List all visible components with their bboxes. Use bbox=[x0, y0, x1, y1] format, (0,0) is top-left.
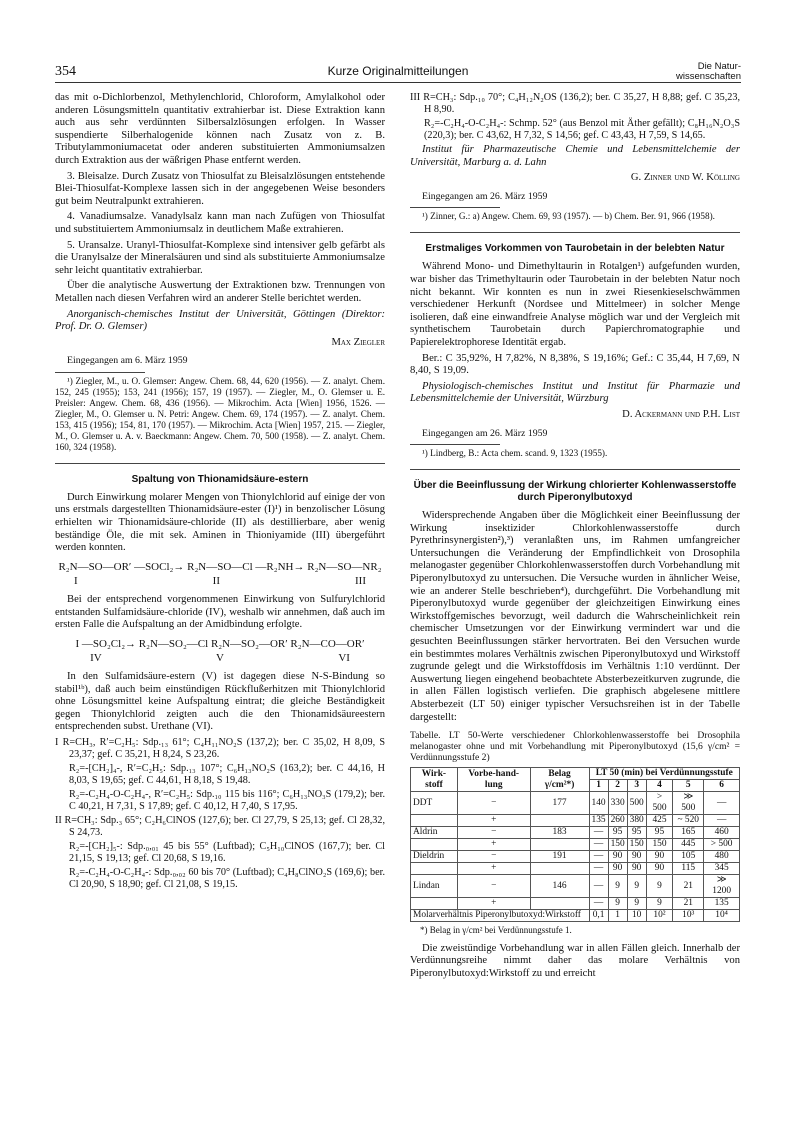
formula: R₂N—SO—OR′ ―SOCl₂→ R₂N—SO—Cl ―R₂NH→ R₂N—SO—NR₂ bbox=[58, 560, 382, 573]
table-cell: > 500 bbox=[704, 839, 740, 851]
table-cell bbox=[411, 839, 458, 851]
paragraph: Während Mono- und Dimethyltaurin in Rotalgen¹) aufgefunden wurden, war bisher das Trimethyltaurin oder Taurobetain in der belebten Natur noch nicht bekannt. Wir konnten es nun in zwei Riesenkieselschwämmen verschiedener Herkunft (Nordsee und Mittelmeer) in solcher Menge isolieren, daß eine einwandfreie Analyse möglich war und der Vergleich mit synthetischem Taurobetain durch Papierchromatographie und Papierelektrophorese Identität ergab. bbox=[410, 261, 740, 348]
table-cell: 90 bbox=[608, 863, 627, 875]
paragraph: Bei der entsprechend vorgenommenen Einwirkung von Sulfurylchlorid entstanden Sulfamidsäure-chloride (IV), weshalb wir annehmen, daß auch im ersten Falle die Aufspaltung an der Amidbindung erfolgte. bbox=[55, 594, 385, 631]
table-row bbox=[411, 792, 740, 815]
table-cell bbox=[411, 815, 458, 827]
formula: I ―SO₂Cl₂→ R₂N—SO₂—Cl R₂N—SO₂—OR′ R₂N—CO—OR′ bbox=[75, 637, 365, 650]
table-cell: 9 bbox=[646, 898, 673, 910]
article-separator bbox=[410, 469, 740, 470]
table-cell: Molarverhältnis Piperonylbutoxyd:Wirkstoff bbox=[411, 910, 590, 922]
paragraph: das mit o-Dichlorbenzol, Methylenchlorid, Chloroform, Amylalkohol oder anderen Lösungsmitteln quantitativ extrahierbar ist. Diese Extraktion kann auch aus sehr verdünnten Silbersalzlösungen erfolgen. In Wasser suspendierte Silberhalogenide können nach Zusatz von z. B. Tributylammoniumacetat oder anderen substituierten Ammoniumsalzen durch Extraktion aus der wäßrigen Phase entfernt werden. bbox=[55, 92, 385, 166]
table-header: Belag γ/cm²*) bbox=[530, 768, 589, 792]
table-cell bbox=[411, 898, 458, 910]
table-cell: 21 bbox=[673, 875, 704, 898]
table-cell: 445 bbox=[673, 839, 704, 851]
table-cell: 500 bbox=[627, 792, 646, 815]
table-cell: — bbox=[589, 827, 608, 839]
table-caption: Tabelle. LT 50-Werte verschiedener Chlorkohlenwasserstoffe bei Drosophila melanogaster ohne und mit Vorbehandlung mit Piperonylbutoxyd (15,6 γ/cm² = Verdünnungsstufe 2) bbox=[410, 730, 740, 764]
compound-data: R₂=-C₂H₄-O-C₂H₄-: Schmp. 52° (aus Benzol mit Äther gefällt); C₈H₁₆N₂O₃S (220,3); ber. C 43,62, H 7,32, S 14,56; gef. C 43,43, H 7,59, S 14,65. bbox=[424, 118, 740, 141]
article-title: Über die Beeinflussung der Wirkung chlorierter Kohlenwasserstoffe durch Piperonylbutoxyd bbox=[413, 480, 737, 504]
article-title: Spaltung von Thionamidsäure-estern bbox=[131, 473, 309, 485]
author: Max Ziegler bbox=[331, 336, 385, 348]
table-cell: ~ 520 bbox=[673, 815, 704, 827]
institute: Anorganisch-chemisches Institut der Universität, Göttingen (Direktor: Prof. Dr. O. Glemser) bbox=[55, 308, 385, 333]
table-cell bbox=[530, 863, 589, 875]
page-number: 354 bbox=[55, 64, 76, 79]
table-row bbox=[411, 839, 740, 851]
paragraph: Widersprechende Angaben über die Möglichkeit einer Beeinflussung der Wirkung insektizider Chlorkohlenwasserstoffe durch Pyrethrinsynergisten²),³) veranlaßten uns, im Rahmen umfangreicher Untersuchungen die Veränderung der Empfindlichkeit von Drosophila melanogaster gegenüber Chlorkohlenwasserstoffen durch Vorbehandlung mit Piperonylbutoxyd zu untersuchen. Die Versuche wurden in ähnlicher Weise, wie an anderer Stelle beschrieben⁴), durchgeführt. Die Vorbehandlung mit Piperonylbutoxyd wurde gegenüber der gleichzeitigen Einwirkung eines Wirkstoffgemisches bevorzugt, weil dadurch die Wahrscheinlichkeit rein chemischer Umsetzungen vor der Einwirkung vermindert war und die gesuchten Beeinflussungen stärker hervortraten. Bei den Versuchen wurde ein bestimmtes molares Verhältnis zwischen Piperonylbutoxyd und Wirkstoff zugrunde gelegt und die Wirkstoffdosis im Verhältnis 1:10 verdünnt. Der Auswertung liegen eingehend beobachtete Absterbezeitkurven zugrunde, die in allen Fällen logistisch verliefen. Die graphisch abgelesene mittlere Absterbezeit (LT 50) einiger typischer Versuchsreihen ist in der Tabelle dargestellt: bbox=[410, 510, 740, 723]
table-header: LT 50 (min) bei Verdünnungsstufe bbox=[589, 768, 739, 780]
institute: Physiologisch-chemisches Institut und Institut für Pharmazie und Lebensmittelchemie der Universität, Würzburg bbox=[410, 380, 740, 405]
table-cell bbox=[530, 898, 589, 910]
table-cell: 10 bbox=[627, 910, 646, 922]
table-row bbox=[411, 863, 740, 875]
lt50-table bbox=[410, 767, 740, 922]
table-cell: 177 bbox=[530, 792, 589, 815]
table-cell: 21 bbox=[673, 898, 704, 910]
table-cell: DDT bbox=[411, 792, 458, 815]
table-cell: + bbox=[457, 898, 530, 910]
compound-data: R₂=-C₂H₄-O-C₂H₄-: Sdp.₀,₀₂ 60 bis 70° (Luftbad); C₄H₈ClNO₂S (169,6); ber. Cl 20,90, S 18,90; gef. Cl 21,08, S 19,15. bbox=[69, 866, 385, 890]
formula-labels: IV V VI bbox=[90, 652, 350, 665]
table-cell: 330 bbox=[608, 792, 627, 815]
table-cell: ≫ 1200 bbox=[704, 875, 740, 898]
table-cell: 9 bbox=[608, 875, 627, 898]
table-cell: 90 bbox=[627, 863, 646, 875]
table-cell: 1 bbox=[608, 910, 627, 922]
table-cell: 460 bbox=[704, 827, 740, 839]
paragraph: 5. Uransalze. Uranyl-Thiosulfat-Komplexe sind intensiver gelb gefärbt als die Uranylsalze der Mineralsäuren und sind als substituierte Ammoniumsalze sehr leicht quantitativ extrahierbar. bbox=[55, 239, 385, 276]
left-column bbox=[55, 92, 385, 893]
formula-labels: I II III bbox=[74, 575, 366, 588]
table-cell: 191 bbox=[530, 851, 589, 863]
table-cell: 9 bbox=[646, 875, 673, 898]
table-cell: 10² bbox=[646, 910, 673, 922]
table-cell: > 500 bbox=[646, 792, 673, 815]
table-header: Vorbe-hand-lung bbox=[457, 768, 530, 792]
journal-name: Die Natur- wissenschaften bbox=[676, 61, 741, 82]
table-cell bbox=[411, 863, 458, 875]
table-cell: — bbox=[589, 875, 608, 898]
article-title: Erstmaliges Vorkommen von Taurobetain in der belebten Natur bbox=[425, 243, 725, 255]
table-cell: 150 bbox=[627, 839, 646, 851]
table-cell: 135 bbox=[589, 815, 608, 827]
table-cell: 95 bbox=[627, 827, 646, 839]
table-cell: — bbox=[704, 815, 740, 827]
table-cell: 345 bbox=[704, 863, 740, 875]
table-cell: 90 bbox=[608, 851, 627, 863]
table-header: 4 bbox=[646, 780, 673, 792]
paragraph: 4. Vanadiumsalze. Vanadylsalz kann man nach Zufügen von Thiosulfat und substituiertem Ammoniumsalz in deutlichem Maße extrahieren. bbox=[55, 211, 385, 235]
table-cell: 115 bbox=[673, 863, 704, 875]
table-cell: + bbox=[457, 863, 530, 875]
paragraph: Die zweistündige Vorbehandlung war in allen Fällen gleich. Innerhalb der Verdünnungsreihe nimmt daher das molare Verhältnis von Piperonylbutoxyd:Wirkstoff zu und erreicht bbox=[410, 942, 740, 979]
table-cell: 10⁴ bbox=[704, 910, 740, 922]
table-cell: 95 bbox=[646, 827, 673, 839]
table-cell: 165 bbox=[673, 827, 704, 839]
paragraph: 3. Bleisalze. Durch Zusatz von Thiosulfat zu Bleisalzlösungen entstehende Blei-Thiosulfat-Komplexe lassen sich in der angegebenen Weise besonders gut beim Neutralpunkt extrahieren. bbox=[55, 170, 385, 207]
table-cell: 260 bbox=[608, 815, 627, 827]
table-row bbox=[411, 898, 740, 910]
table-cell: Lindan bbox=[411, 875, 458, 898]
article-separator bbox=[410, 232, 740, 233]
compound-data: R₂=-C₂H₄-O-C₂H₄-, R′=C₂H₅: Sdp.₁₀ 115 bis 116°; C₆H₁₃NO₃S (179,2); ber. C 40,21, H 7,31, S 17,89; gef. C 40,12, H 7,40, S 17,95. bbox=[69, 788, 385, 812]
table-cell: + bbox=[457, 839, 530, 851]
table-cell: 95 bbox=[608, 827, 627, 839]
table-cell: 9 bbox=[608, 898, 627, 910]
table-row bbox=[411, 815, 740, 827]
table-cell: 90 bbox=[627, 851, 646, 863]
table-header: 1 bbox=[589, 780, 608, 792]
table-cell: 90 bbox=[646, 851, 673, 863]
table-cell: 425 bbox=[646, 815, 673, 827]
footnote: ¹) Lindberg, B.: Acta chem. scand. 9, 1323 (1955). bbox=[422, 448, 608, 459]
footnote-rule bbox=[410, 444, 500, 445]
page-header bbox=[55, 62, 741, 84]
table-cell: 146 bbox=[530, 875, 589, 898]
table-cell: 9 bbox=[627, 875, 646, 898]
column-title: Kurze Originalmitteilungen bbox=[327, 64, 469, 78]
table-cell: Dieldrin bbox=[411, 851, 458, 863]
table-cell bbox=[530, 839, 589, 851]
paragraph: In den Sulfamidsäure-estern (V) ist dagegen diese N-S-Bindung so stabil¹ᵇ), daß auch beim einstündigen Rückflußerhitzen mit Thionylchlorid ohne Lösungsmittel keine Aufspaltung eintrat; die gleiche Beständigkeit gegen Thionylchlorid zeigten auch die den Thionamidsäureestern entsprechenden subst. Urethane (VI). bbox=[55, 671, 385, 733]
table-header: 3 bbox=[627, 780, 646, 792]
paragraph: Ber.: C 35,92%, H 7,82%, N 8,38%, S 19,16%; Gef.: C 35,44, H 7,69, N 8,40, S 19,09. bbox=[410, 352, 740, 377]
received-date: Eingegangen am 26. März 1959 bbox=[422, 190, 548, 202]
table-cell: − bbox=[457, 875, 530, 898]
table-cell: 150 bbox=[608, 839, 627, 851]
author: D. Ackermann und P.H. List bbox=[622, 408, 740, 420]
table-cell: − bbox=[457, 792, 530, 815]
header-rule bbox=[55, 82, 741, 83]
table-header: 6 bbox=[704, 780, 740, 792]
table-cell: — bbox=[589, 898, 608, 910]
table-row bbox=[411, 827, 740, 839]
table-cell: 140 bbox=[589, 792, 608, 815]
compound-data: III R=CH₃: Sdp.₁₀ 70°; C₄H₁₂N₂OS (136,2); ber. C 35,27, H 8,88; gef. C 35,23, H 8,90. bbox=[410, 92, 740, 115]
table-cell: − bbox=[457, 827, 530, 839]
table-cell: 9 bbox=[627, 898, 646, 910]
table-header: Wirk-stoff bbox=[411, 768, 458, 792]
compound-data: R₂=-[CH₂]₅-: Sdp.₀,₀₁ 45 bis 55° (Luftbad); C₅H₁₀ClNOS (167,7); ber. Cl 21,15, S 19,13; gef. Cl 20,68, S 19,16. bbox=[69, 840, 385, 864]
paragraph: Über die analytische Auswertung der Extraktionen bzw. Trennungen von Metallen nach diesen Verfahren wird an anderer Stelle berichtet werden. bbox=[55, 280, 385, 304]
table-cell bbox=[530, 815, 589, 827]
table-cell: — bbox=[704, 792, 740, 815]
footnote-rule bbox=[55, 372, 145, 373]
received-date: Eingegangen am 6. März 1959 bbox=[67, 355, 188, 367]
table-cell: 480 bbox=[704, 851, 740, 863]
compound-data: II R=CH₃: Sdp.₃ 65°; C₂H₆ClNOS (127,6); ber. Cl 27,79, S 25,13; gef. Cl 28,32, S 24,73. bbox=[55, 814, 385, 838]
table-cell: 105 bbox=[673, 851, 704, 863]
table-cell: − bbox=[457, 851, 530, 863]
table-cell: 183 bbox=[530, 827, 589, 839]
table-cell: + bbox=[457, 815, 530, 827]
received-date: Eingegangen am 26. März 1959 bbox=[422, 427, 548, 439]
table-cell: 150 bbox=[646, 839, 673, 851]
table-cell: 135 bbox=[704, 898, 740, 910]
footnote: ¹) Zinner, G.: a) Angew. Chem. 69, 93 (1957). — b) Chem. Ber. 91, 966 (1958). bbox=[422, 211, 715, 222]
table-header: 2 bbox=[608, 780, 627, 792]
footnote: ¹) Ziegler, M., u. O. Glemser: Angew. Chem. 68, 44, 620 (1956). — Z. analyt. Chem. 152, 245 (1955); 153, 241 (1956); 157, 19 (1957). — Ziegler, M., O. Glemser u. E. Preisler: Angew. Chem. 68, 436 (1956). — Mikrochim. Acta [Wien] 1956, 1526. — Ziegler, M., O. Glemser u. N. Petri: Angew. Chem. 69, 174 (1957). — Z. analyt. Chem. 153, 415 (1956); 154, 81, 170 (1957). — Mikrochim. Acta [Wien] 1957, 215. — Ziegler, M., O. Glemser u. A. v. Baeckmann: Angew. Chem. 70, 500 (1958). — Z. analyt. Chem. 160, 324 (1958). bbox=[55, 375, 385, 452]
article-separator bbox=[55, 463, 385, 464]
table-cell: — bbox=[589, 863, 608, 875]
table-cell: Aldrin bbox=[411, 827, 458, 839]
table-cell: 10³ bbox=[673, 910, 704, 922]
table-cell: 380 bbox=[627, 815, 646, 827]
table-cell: ≫ 500 bbox=[673, 792, 704, 815]
compound-data: R₂=-[CH₂]₄-, R′=C₂H₅: Sdp.₁₃ 107°; C₆H₁₃NO₂S (163,2); ber. C 44,16, H 8,03, S 19,65; gef. C 44,61, H 8,18, S 19,48. bbox=[69, 762, 385, 786]
table-row bbox=[411, 875, 740, 898]
author: G. Zinner und W. Kölling bbox=[630, 172, 740, 184]
compound-data: I R=CH₃, R′=C₂H₅: Sdp.₁₃ 61°; C₄H₁₁NO₂S (137,2); ber. C 35,02, H 8,09, S 23,37; gef. C 35,21, H 8,24, S 23,26. bbox=[55, 736, 385, 760]
right-column bbox=[410, 92, 740, 984]
institute: Institut für Pharmazeutische Chemie und Lebensmittelchemie der Universität, Marburg a. d. Lahn bbox=[410, 144, 740, 168]
table-cell: 90 bbox=[646, 863, 673, 875]
table-row bbox=[411, 851, 740, 863]
table-header: 5 bbox=[673, 780, 704, 792]
table-cell: — bbox=[589, 839, 608, 851]
table-cell: — bbox=[589, 851, 608, 863]
footnote-rule bbox=[410, 207, 500, 208]
paragraph: Durch Einwirkung molarer Mengen von Thionylchlorid auf einige der von uns erstmals dargestellten Thionamidsäure-ester (I)¹) in benzolischer Lösung erhielten wir Thionamidsäure-chloride (II) als destillierbare, aber wenig beständige Öle, die mit sek. Aminen in Thioniyamide (III) übergeführt werden konnten. bbox=[55, 491, 385, 554]
table-cell: 0,1 bbox=[589, 910, 608, 922]
table-footnote: *) Belag in γ/cm² bei Verdünnungsstufe 1. bbox=[420, 925, 572, 936]
